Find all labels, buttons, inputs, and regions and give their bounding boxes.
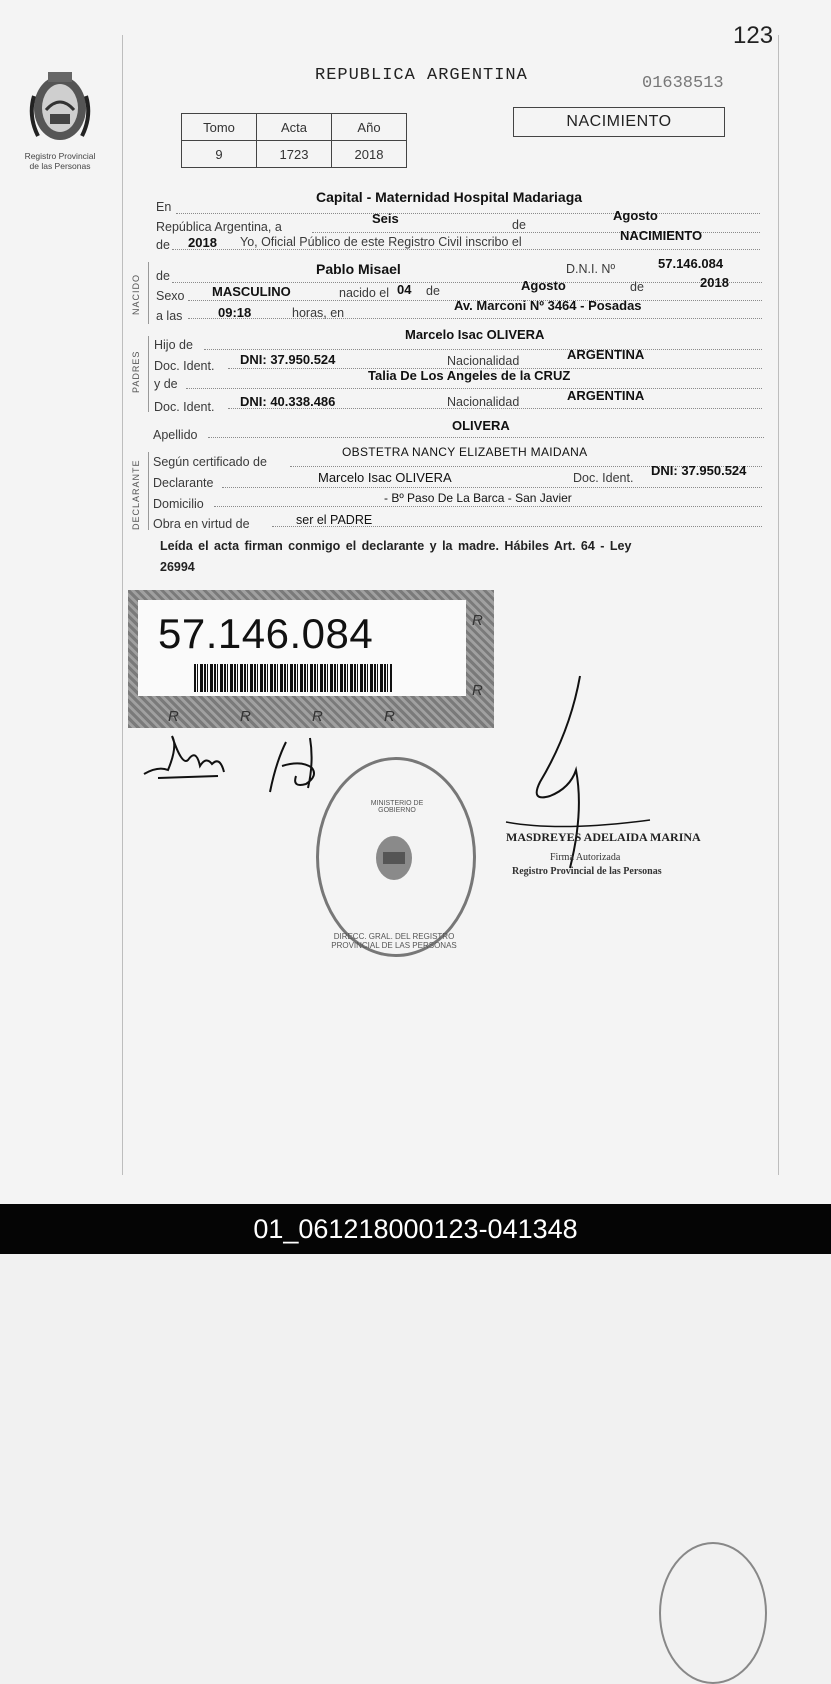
tomo-value: 9: [182, 141, 257, 168]
closing-line-2: 26994: [160, 560, 195, 574]
event-value: NACIMIENTO: [620, 228, 703, 243]
year-value: 2018: [188, 235, 217, 250]
registrar-office: Registro Provincial de las Personas: [512, 866, 662, 877]
official-seal: [316, 757, 476, 957]
section-divider: [148, 452, 149, 530]
doc-ident-label: Doc. Ident.: [573, 471, 634, 485]
sticker-label: [138, 600, 466, 696]
father-doc-value: DNI: 37.950.524: [240, 352, 336, 367]
seal-inner-text: MINISTERIO DE GOBIERNO: [370, 800, 424, 814]
line-dots: [172, 282, 762, 283]
section-divider: [148, 262, 149, 324]
birth-day-value: 04: [397, 282, 412, 297]
document-type-box: NACIMIENTO: [513, 107, 725, 137]
obra-label: Obra en virtud de: [153, 517, 250, 531]
footer-code: 01_061218000123-041348: [0, 1204, 831, 1254]
place-value: Capital - Maternidad Hospital Madariaga: [316, 189, 583, 205]
de-label: de: [630, 280, 644, 294]
record-table-header: [182, 114, 407, 141]
birth-time-value: 09:18: [218, 305, 252, 320]
sticker-letter: R: [312, 708, 323, 725]
mother-nationality-value: ARGENTINA: [567, 388, 645, 403]
sticker-letter: R: [472, 682, 483, 699]
nacionalidad-label: Nacionalidad: [447, 395, 520, 409]
y-de-label: y de: [154, 377, 178, 391]
serial-number: 01638513: [642, 74, 724, 93]
child-name-value: Pablo Misael: [316, 261, 401, 277]
barcode-icon: [194, 664, 392, 692]
birth-address-value: Av. Marconi Nº 3464 - Posadas: [454, 298, 642, 313]
anio-value: 2018: [332, 141, 407, 168]
officer-text: Yo, Oficial Público de este Registro Civil inscribo el: [240, 235, 522, 249]
sticker-letter: R: [384, 708, 395, 725]
de-label: de: [426, 284, 440, 298]
apellido-value: OLIVERA: [452, 418, 510, 433]
day-word-value: Seis: [372, 211, 399, 226]
domicilio-value: - Bº Paso De La Barca - San Javier: [384, 491, 572, 505]
horas-label: horas, en: [292, 306, 345, 320]
line-dots: [214, 506, 762, 507]
apellido-label: Apellido: [153, 428, 198, 442]
de-label: de: [156, 238, 170, 252]
mother-name-value: Talia De Los Angeles de la CRUZ: [368, 368, 571, 383]
sexo-value: MASCULINO: [212, 284, 291, 299]
record-table: [181, 113, 407, 168]
nacido-el-label: nacido el: [339, 286, 390, 300]
registrar-name: MASDREYES ADELAIDA MARINA: [506, 830, 701, 844]
sticker-letter: R: [168, 708, 179, 725]
line-dots: [176, 213, 760, 214]
doc-ident-label: Doc. Ident.: [154, 359, 215, 373]
line-dots: [222, 487, 762, 488]
seal-inner-ring: [659, 1542, 767, 1684]
de-label: de: [156, 269, 170, 283]
birth-year-value: 2018: [700, 275, 729, 290]
nacionalidad-label: Nacionalidad: [447, 354, 520, 368]
birth-month-value: Agosto: [521, 278, 566, 293]
child-dni-value: 57.146.084: [658, 256, 724, 271]
tomo-header: Tomo: [182, 114, 257, 141]
en-label: En: [156, 200, 172, 214]
dni-label: D.N.I. Nº: [566, 262, 616, 276]
republica-label: República Argentina, a: [156, 220, 282, 234]
signature-mother: [262, 732, 324, 800]
declarante-section-label: DECLARANTE: [131, 459, 141, 530]
segun-certificado-label: Según certificado de: [153, 455, 267, 469]
father-name-value: Marcelo Isac OLIVERA: [405, 327, 545, 342]
registrar-role: Firma Autorizada: [550, 852, 621, 863]
domicilio-label: Domicilio: [153, 497, 204, 511]
closing-line-1: Leída el acta firman conmigo el declarante y la madre. Hábiles Art. 64 - Ley: [160, 539, 632, 553]
page-number: 123: [733, 22, 774, 49]
nacido-section-label: NACIDO: [131, 273, 141, 315]
acta-header: Acta: [257, 114, 332, 141]
declarante-label: Declarante: [153, 476, 214, 490]
seal-emblem-icon: [369, 828, 419, 884]
padres-section-label: PADRES: [131, 350, 141, 393]
section-divider: [148, 336, 149, 412]
country-title: REPUBLICA ARGENTINA: [315, 66, 528, 85]
dni-sticker: [128, 590, 494, 728]
coat-of-arms-icon: [24, 66, 96, 148]
declarant-doc-value: DNI: 37.950.524: [651, 463, 747, 478]
sexo-label: Sexo: [156, 289, 185, 303]
doc-ident-label: Doc. Ident.: [154, 400, 215, 414]
right-margin-line: [778, 35, 779, 1175]
line-dots: [188, 318, 762, 319]
line-dots: [204, 349, 762, 350]
anio-header: Año: [332, 114, 407, 141]
father-nationality-value: ARGENTINA: [567, 347, 645, 362]
mother-doc-value: DNI: 40.338.486: [240, 394, 336, 409]
obra-value: ser el PADRE: [296, 513, 373, 527]
signature-declarant: [138, 726, 234, 790]
seal-outer-text: DIRECC. GRAL. DEL REGISTRO PROVINCIAL DE LAS PERSONAS: [331, 932, 457, 950]
certificate-value: OBSTETRA NANCY ELIZABETH MAIDANA: [342, 445, 588, 459]
declarant-name-value: Marcelo Isac OLIVERA: [318, 470, 452, 485]
sticker-letter: R: [472, 612, 483, 629]
record-table-values: [182, 141, 407, 168]
line-dots: [208, 437, 764, 438]
a-las-label: a las: [156, 309, 183, 323]
de-label: de: [512, 218, 526, 232]
sticker-number: 57.146.084: [158, 610, 374, 657]
line-dots: [172, 249, 760, 250]
line-dots: [186, 388, 762, 389]
left-margin-line: [122, 35, 123, 1175]
registry-caption: Registro Provincial de las Personas: [24, 151, 96, 171]
acta-value: 1723: [257, 141, 332, 168]
sticker-letter: R: [240, 708, 251, 725]
hijo-de-label: Hijo de: [154, 338, 193, 352]
month-value: Agosto: [613, 208, 658, 223]
